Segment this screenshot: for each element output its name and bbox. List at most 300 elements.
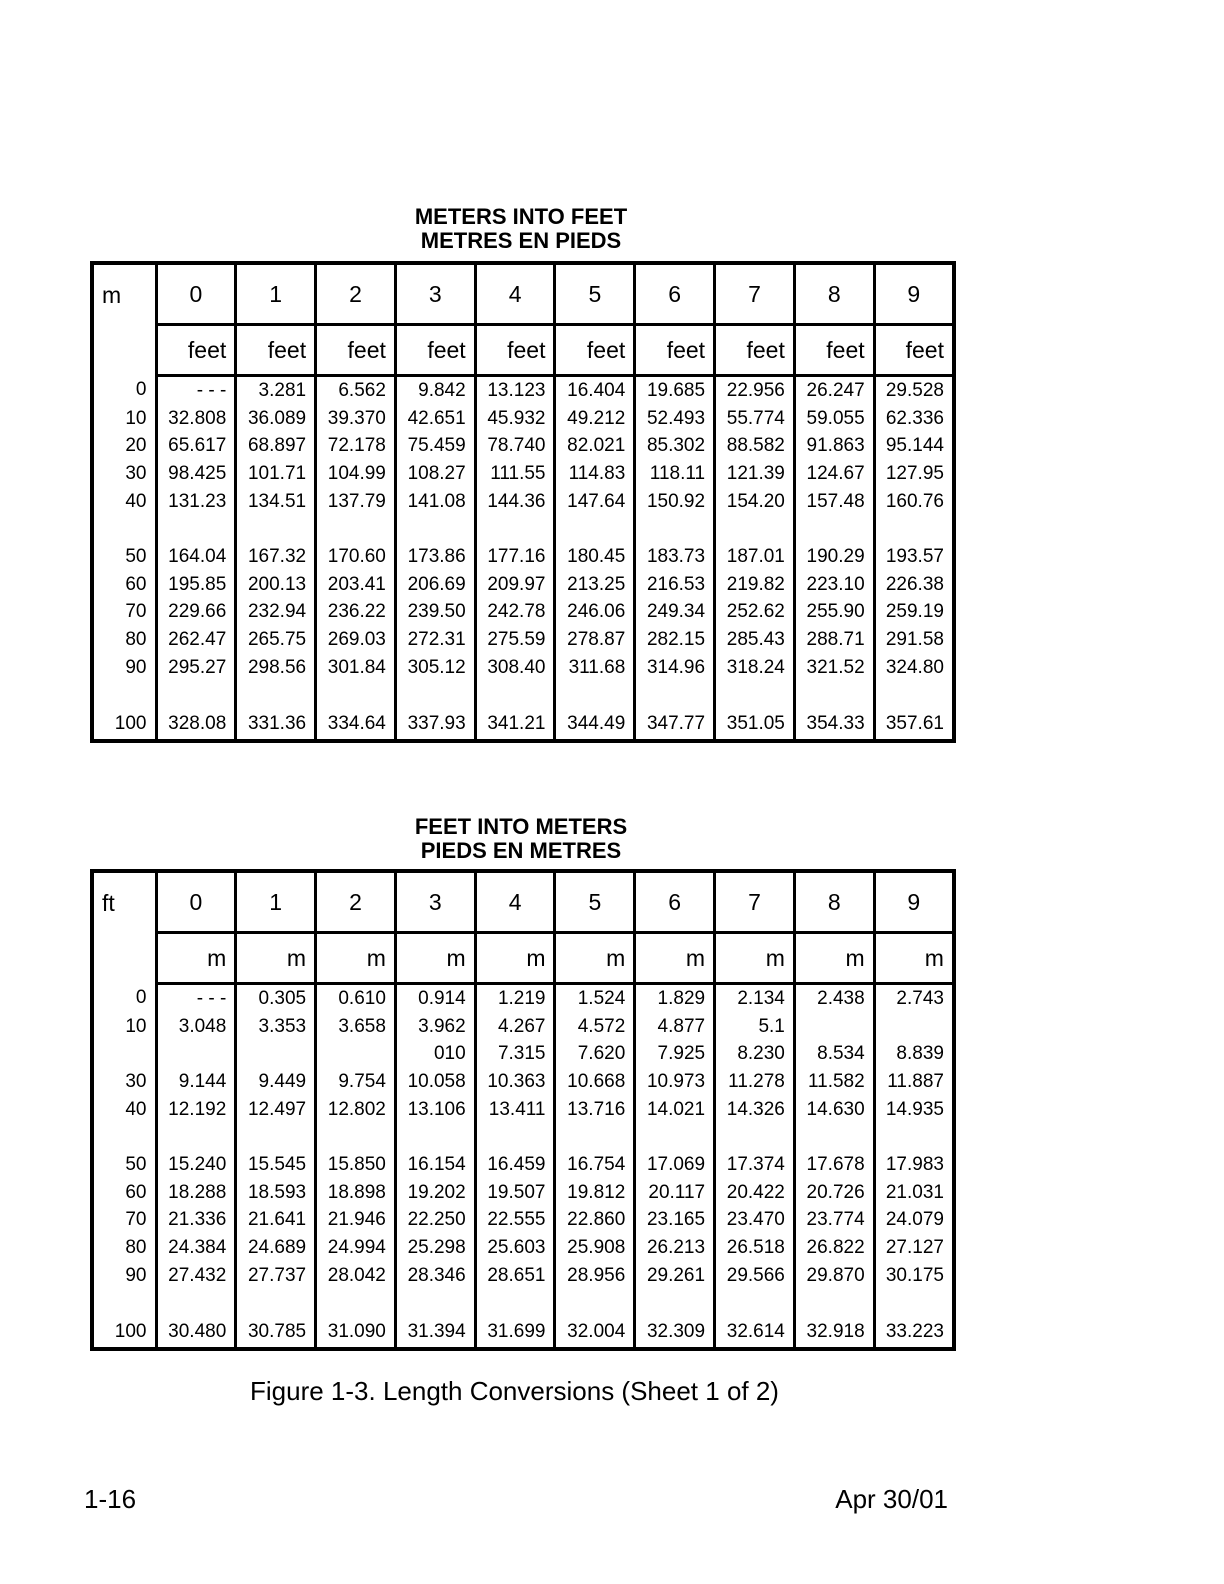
spacer-cell [794, 1290, 874, 1318]
table-row [92, 1040, 954, 1068]
spacer-cell [715, 1123, 795, 1151]
unit-label: feet [555, 325, 635, 376]
table-cell: 347.77 [635, 709, 715, 741]
table-cell: 262.47 [156, 626, 236, 654]
unit-label: m [874, 933, 954, 984]
table-cell: 291.58 [874, 626, 954, 654]
table-cell: 33.223 [874, 1317, 954, 1349]
table-cell: 288.71 [794, 626, 874, 654]
table-cell: 311.68 [555, 654, 635, 682]
table-cell: 3.353 [236, 1013, 316, 1041]
table-cell: 213.25 [555, 571, 635, 599]
table-cell: 2.438 [794, 984, 874, 1013]
table-cell: 19.202 [395, 1179, 475, 1207]
table-row [92, 599, 954, 627]
feet-into-meters-table [90, 869, 956, 1351]
table-cell: 15.545 [236, 1151, 316, 1179]
table-cell: 1.524 [555, 984, 635, 1013]
spacer-cell [475, 682, 555, 710]
spacer-cell [236, 1123, 316, 1151]
table-cell: 308.40 [475, 654, 555, 682]
row-label: 40 [92, 1096, 156, 1124]
table-cell: 282.15 [635, 626, 715, 654]
spacer-cell [156, 682, 236, 710]
column-header: 7 [715, 263, 795, 325]
table-cell: 108.27 [395, 460, 475, 488]
table-cell: 20.422 [715, 1179, 795, 1207]
spacer-cell [874, 682, 954, 710]
table-cell: 23.774 [794, 1207, 874, 1235]
table-cell: 32.918 [794, 1317, 874, 1349]
meters-into-feet-table [90, 261, 956, 743]
table-row [92, 405, 954, 433]
spacer-cell [715, 1290, 795, 1318]
spacer-cell [635, 682, 715, 710]
table-cell: 318.24 [715, 654, 795, 682]
table-cell: 25.603 [475, 1234, 555, 1262]
table-cell: 29.870 [794, 1262, 874, 1290]
table-cell: - - - [156, 984, 236, 1013]
table-cell: 29.566 [715, 1262, 795, 1290]
title-english: FEET INTO METERS [414, 814, 628, 839]
table-cell: 265.75 [236, 626, 316, 654]
table-cell: 68.897 [236, 432, 316, 460]
table-row [92, 1262, 954, 1290]
table-cell: 3.962 [395, 1013, 475, 1041]
spacer-cell [555, 515, 635, 543]
spacer-cell [555, 682, 635, 710]
title-french: PIEDS EN METRES [420, 838, 622, 863]
spacer-cell [395, 1123, 475, 1151]
table-cell: 193.57 [874, 543, 954, 571]
table-cell: 242.78 [475, 599, 555, 627]
table-cell: 12.802 [316, 1096, 396, 1124]
table-cell: 15.240 [156, 1151, 236, 1179]
row-label: 70 [92, 599, 156, 627]
row-label: 10 [92, 405, 156, 433]
corner-unit-label: ft [92, 871, 156, 933]
table-cell: 278.87 [555, 626, 635, 654]
spacer-cell [92, 682, 156, 710]
table-cell: 180.45 [555, 543, 635, 571]
table-cell: 147.64 [555, 488, 635, 516]
spacer-cell [874, 1290, 954, 1318]
table-cell: 75.459 [395, 432, 475, 460]
spacer-cell [92, 515, 156, 543]
table-cell: 52.493 [635, 405, 715, 433]
spacer-cell [635, 1123, 715, 1151]
table-cell: 16.404 [555, 376, 635, 405]
table-cell: 344.49 [555, 709, 635, 741]
table-row [92, 543, 954, 571]
row-label: 100 [92, 1317, 156, 1349]
table-cell: 5.1 [715, 1013, 795, 1041]
table-cell: 31.394 [395, 1317, 475, 1349]
column-header: 4 [475, 871, 555, 933]
table-cell: 157.48 [794, 488, 874, 516]
table-cell: 216.53 [635, 571, 715, 599]
table-cell: 27.432 [156, 1262, 236, 1290]
row-label: 0 [92, 984, 156, 1013]
table-row [92, 709, 954, 741]
unit-label: m [236, 933, 316, 984]
table-cell: 98.425 [156, 460, 236, 488]
group-spacer [92, 682, 954, 710]
table-cell: 82.021 [555, 432, 635, 460]
table-cell [874, 1013, 954, 1041]
spacer-cell [475, 515, 555, 543]
table-cell: 219.82 [715, 571, 795, 599]
spacer-cell [475, 1123, 555, 1151]
table-cell: 39.370 [316, 405, 396, 433]
table-cell: 0.914 [395, 984, 475, 1013]
feet-into-meters-title [92, 815, 950, 863]
table-cell: 16.459 [475, 1151, 555, 1179]
spacer-cell [874, 1123, 954, 1151]
spacer-cell [236, 682, 316, 710]
table-cell: 0.610 [316, 984, 396, 1013]
table-cell: 8.534 [794, 1040, 874, 1068]
table-cell: 10.058 [395, 1068, 475, 1096]
column-header: 2 [316, 871, 396, 933]
unit-label: feet [475, 325, 555, 376]
table-cell: 331.36 [236, 709, 316, 741]
unit-row [92, 325, 954, 376]
table-cell: 10.668 [555, 1068, 635, 1096]
table-cell: 232.94 [236, 599, 316, 627]
table-cell: 134.51 [236, 488, 316, 516]
table-cell: 29.528 [874, 376, 954, 405]
table-cell: 72.178 [316, 432, 396, 460]
table-cell: 28.346 [395, 1262, 475, 1290]
table-cell: 239.50 [395, 599, 475, 627]
unit-label: m [156, 933, 236, 984]
table-cell: 22.956 [715, 376, 795, 405]
table-cell: 223.10 [794, 571, 874, 599]
table-cell: 187.01 [715, 543, 795, 571]
table-row [92, 1068, 954, 1096]
table-cell: 49.212 [555, 405, 635, 433]
table-cell: 3.048 [156, 1013, 236, 1041]
table-cell: 354.33 [794, 709, 874, 741]
table-cell: 150.92 [635, 488, 715, 516]
table-row [92, 460, 954, 488]
column-header: 4 [475, 263, 555, 325]
table-cell: 137.79 [316, 488, 396, 516]
table-cell: 3.281 [236, 376, 316, 405]
table-cell: 95.144 [874, 432, 954, 460]
row-label: 0 [92, 376, 156, 405]
table-cell: 229.66 [156, 599, 236, 627]
table-cell: 4.267 [475, 1013, 555, 1041]
table-cell: 1.829 [635, 984, 715, 1013]
row-label: 20 [92, 432, 156, 460]
unit-label: feet [715, 325, 795, 376]
table-cell: 14.935 [874, 1096, 954, 1124]
table-cell: 28.042 [316, 1262, 396, 1290]
column-header: 3 [395, 263, 475, 325]
table-cell: - - - [156, 376, 236, 405]
table-cell [236, 1040, 316, 1068]
column-header-row [92, 263, 954, 325]
table-cell: 16.754 [555, 1151, 635, 1179]
column-header: 7 [715, 871, 795, 933]
table-row [92, 376, 954, 405]
spacer-cell [236, 1290, 316, 1318]
table-cell: 8.839 [874, 1040, 954, 1068]
column-header: 3 [395, 871, 475, 933]
row-label: 30 [92, 460, 156, 488]
title-english: METERS INTO FEET [414, 204, 628, 229]
spacer-cell [794, 1123, 874, 1151]
table-cell: 15.850 [316, 1151, 396, 1179]
column-header: 5 [555, 871, 635, 933]
table-cell: 127.95 [874, 460, 954, 488]
table-cell: 30.175 [874, 1262, 954, 1290]
table-row [92, 571, 954, 599]
table-cell [794, 1013, 874, 1041]
spacer-cell [555, 1123, 635, 1151]
row-label: 30 [92, 1068, 156, 1096]
table-row [92, 1234, 954, 1262]
table-cell: 11.278 [715, 1068, 795, 1096]
table-cell: 24.994 [316, 1234, 396, 1262]
row-label: 60 [92, 1179, 156, 1207]
table-cell: 9.449 [236, 1068, 316, 1096]
table-cell: 4.572 [555, 1013, 635, 1041]
table-row [92, 1207, 954, 1235]
spacer-cell [555, 1290, 635, 1318]
page-number: 1-16 [84, 1484, 137, 1514]
table-cell: 23.470 [715, 1207, 795, 1235]
column-header: 0 [156, 263, 236, 325]
table-cell [156, 1040, 236, 1068]
table-cell: 131.23 [156, 488, 236, 516]
unit-label: feet [236, 325, 316, 376]
table-cell: 328.08 [156, 709, 236, 741]
table-cell: 65.617 [156, 432, 236, 460]
table-cell: 8.230 [715, 1040, 795, 1068]
spacer-cell [316, 1290, 396, 1318]
table-cell: 154.20 [715, 488, 795, 516]
table-cell: 13.716 [555, 1096, 635, 1124]
table-cell: 13.123 [475, 376, 555, 405]
table-cell: 59.055 [794, 405, 874, 433]
table-cell: 27.127 [874, 1234, 954, 1262]
table-cell: 7.315 [475, 1040, 555, 1068]
table-cell: 26.822 [794, 1234, 874, 1262]
table-cell: 12.192 [156, 1096, 236, 1124]
table-cell: 23.165 [635, 1207, 715, 1235]
unit-label: m [555, 933, 635, 984]
table-cell: 26.213 [635, 1234, 715, 1262]
table-cell: 14.326 [715, 1096, 795, 1124]
table-cell: 259.19 [874, 599, 954, 627]
table-cell: 42.651 [395, 405, 475, 433]
table-cell [316, 1040, 396, 1068]
unit-label: feet [156, 325, 236, 376]
unit-label: feet [794, 325, 874, 376]
unit-label: feet [395, 325, 475, 376]
unit-label: m [794, 933, 874, 984]
table-cell: 7.620 [555, 1040, 635, 1068]
table-cell: 167.32 [236, 543, 316, 571]
group-spacer [92, 1290, 954, 1318]
unit-label: m [635, 933, 715, 984]
table-cell: 255.90 [794, 599, 874, 627]
table-row [92, 1013, 954, 1041]
table-cell: 351.05 [715, 709, 795, 741]
table-cell: 24.079 [874, 1207, 954, 1235]
table-row [92, 1096, 954, 1124]
table-cell: 9.842 [395, 376, 475, 405]
table-cell: 14.021 [635, 1096, 715, 1124]
table-cell: 11.582 [794, 1068, 874, 1096]
table-cell: 31.699 [475, 1317, 555, 1349]
table-cell: 32.614 [715, 1317, 795, 1349]
table-cell: 121.39 [715, 460, 795, 488]
table-cell: 36.089 [236, 405, 316, 433]
table-cell: 30.480 [156, 1317, 236, 1349]
column-header: 1 [236, 263, 316, 325]
group-spacer [92, 515, 954, 543]
column-header: 2 [316, 263, 396, 325]
table-cell: 190.29 [794, 543, 874, 571]
table-cell: 26.518 [715, 1234, 795, 1262]
table-cell: 18.593 [236, 1179, 316, 1207]
table-cell: 246.06 [555, 599, 635, 627]
row-label: 50 [92, 1151, 156, 1179]
spacer-cell [475, 1290, 555, 1318]
row-label: 40 [92, 488, 156, 516]
table-cell: 20.117 [635, 1179, 715, 1207]
unit-label: m [475, 933, 555, 984]
table-cell: 301.84 [316, 654, 396, 682]
spacer-cell [715, 682, 795, 710]
table-cell: 32.808 [156, 405, 236, 433]
table-cell: 298.56 [236, 654, 316, 682]
table-cell: 010 [395, 1040, 475, 1068]
table-cell: 10.363 [475, 1068, 555, 1096]
table-cell: 18.288 [156, 1179, 236, 1207]
table-cell: 16.154 [395, 1151, 475, 1179]
unit-label: m [316, 933, 396, 984]
table-cell: 19.685 [635, 376, 715, 405]
spacer-cell [156, 1123, 236, 1151]
table-cell: 13.411 [475, 1096, 555, 1124]
row-label: 80 [92, 1234, 156, 1262]
table-cell: 9.754 [316, 1068, 396, 1096]
spacer-cell [395, 682, 475, 710]
table-cell: 4.877 [635, 1013, 715, 1041]
row-label: 50 [92, 543, 156, 571]
table-cell: 19.507 [475, 1179, 555, 1207]
table-cell: 160.76 [874, 488, 954, 516]
table-cell: 2.134 [715, 984, 795, 1013]
table-cell: 21.336 [156, 1207, 236, 1235]
table-cell: 12.497 [236, 1096, 316, 1124]
table-cell: 22.250 [395, 1207, 475, 1235]
spacer-cell [715, 515, 795, 543]
column-header: 8 [794, 263, 874, 325]
table-cell: 62.336 [874, 405, 954, 433]
unit-label: m [715, 933, 795, 984]
table-cell: 177.16 [475, 543, 555, 571]
table-cell: 170.60 [316, 543, 396, 571]
row-label: 80 [92, 626, 156, 654]
table-cell: 32.004 [555, 1317, 635, 1349]
table-cell: 22.860 [555, 1207, 635, 1235]
table-cell: 305.12 [395, 654, 475, 682]
table-cell: 337.93 [395, 709, 475, 741]
table-cell: 45.932 [475, 405, 555, 433]
table-cell: 203.41 [316, 571, 396, 599]
spacer-cell [395, 1290, 475, 1318]
table-cell: 28.651 [475, 1262, 555, 1290]
table-cell: 249.34 [635, 599, 715, 627]
unit-row-spacer [92, 933, 156, 984]
table-row [92, 626, 954, 654]
spacer-cell [635, 1290, 715, 1318]
table-cell: 2.743 [874, 984, 954, 1013]
unit-label: m [395, 933, 475, 984]
row-label: 60 [92, 571, 156, 599]
table-cell: 20.726 [794, 1179, 874, 1207]
table-cell: 24.384 [156, 1234, 236, 1262]
table-cell: 0.305 [236, 984, 316, 1013]
table-cell: 31.090 [316, 1317, 396, 1349]
table-cell: 29.261 [635, 1262, 715, 1290]
table-row [92, 984, 954, 1013]
spacer-cell [236, 515, 316, 543]
meters-into-feet-title [92, 205, 950, 253]
table-cell: 104.99 [316, 460, 396, 488]
table-cell: 30.785 [236, 1317, 316, 1349]
table-row [92, 432, 954, 460]
column-header: 6 [635, 263, 715, 325]
column-header: 6 [635, 871, 715, 933]
column-header: 9 [874, 871, 954, 933]
table-cell: 341.21 [475, 709, 555, 741]
table-cell: 275.59 [475, 626, 555, 654]
unit-row-spacer [92, 325, 156, 376]
column-header: 0 [156, 871, 236, 933]
spacer-cell [92, 1290, 156, 1318]
table-row [92, 488, 954, 516]
row-label [92, 1040, 156, 1068]
table-cell: 11.887 [874, 1068, 954, 1096]
row-label: 10 [92, 1013, 156, 1041]
table-cell: 32.309 [635, 1317, 715, 1349]
table-row [92, 1151, 954, 1179]
table-cell: 272.31 [395, 626, 475, 654]
spacer-cell [156, 1290, 236, 1318]
table-cell: 14.630 [794, 1096, 874, 1124]
table-cell: 114.83 [555, 460, 635, 488]
table-cell: 314.96 [635, 654, 715, 682]
table-cell: 13.106 [395, 1096, 475, 1124]
table-cell: 91.863 [794, 432, 874, 460]
table-cell: 164.04 [156, 543, 236, 571]
table-cell: 21.031 [874, 1179, 954, 1207]
column-header: 5 [555, 263, 635, 325]
table-row [92, 1179, 954, 1207]
table-cell: 21.641 [236, 1207, 316, 1235]
table-cell: 200.13 [236, 571, 316, 599]
table-cell: 25.908 [555, 1234, 635, 1262]
table-cell: 9.144 [156, 1068, 236, 1096]
spacer-cell [316, 1123, 396, 1151]
